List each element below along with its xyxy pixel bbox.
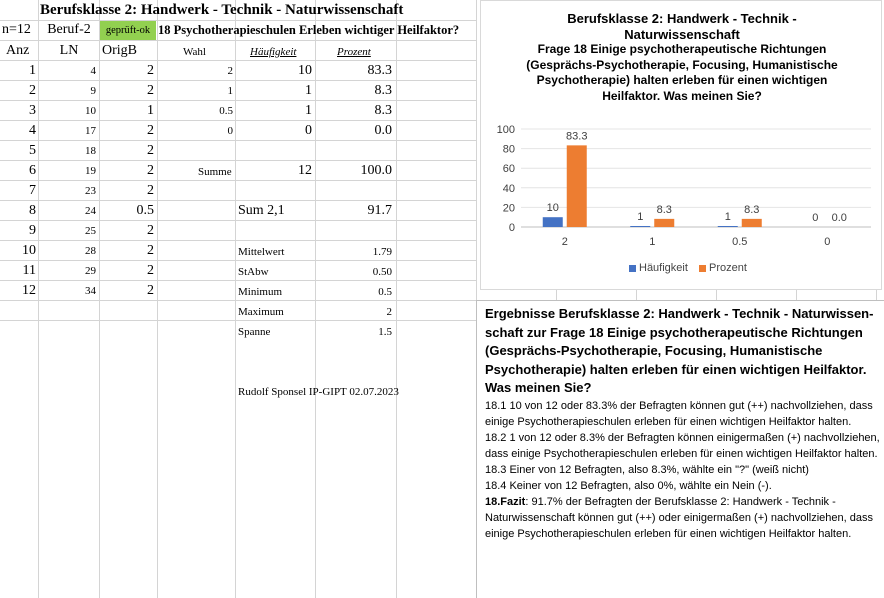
status-badge: geprüft-ok [100,21,156,40]
data-label: 10 [546,202,559,215]
header-haeufigkeit[interactable]: Häufigkeit [250,46,297,58]
freq-haeufigkeit-cell[interactable]: 10 [298,63,312,78]
chart-title-line-5: Psychotherapie) halten erleben für einen wichtigen [536,73,828,87]
sum21-label[interactable]: Sum 2,1 [238,203,285,218]
bar-haeufigkeit[interactable] [630,226,650,227]
row-ln-cell[interactable]: 28 [85,245,96,257]
result-18-2: 18.2 1 von 12 oder 8.3% der Befragten können einigermaßen (+) nachvollziehen, dass einige Psychotherapieschulen erleben für einen wichtigen Heilfaktor halten. [485,431,880,460]
row-anz-cell[interactable]: 10 [22,243,36,258]
row-anz-cell[interactable]: 7 [29,183,36,198]
bar-haeufigkeit[interactable] [718,226,738,227]
row-ln-cell[interactable]: 17 [85,125,96,137]
stat-value-minimum[interactable]: 0.5 [378,286,392,298]
y-tick-label: 60 [502,163,515,176]
y-tick-label: 40 [502,182,515,195]
y-tick-label: 0 [508,222,515,234]
row-ln-cell[interactable]: 4 [90,65,96,77]
freq-prozent-cell[interactable]: 83.3 [367,63,392,78]
row-ln-cell[interactable]: 18 [85,145,96,157]
stat-label-minimum[interactable]: Minimum [238,286,283,298]
freq-wahl-cell[interactable]: 0 [227,125,233,137]
row-anz-cell[interactable]: 12 [22,283,36,298]
x-category-label: 1 [649,236,656,248]
row-anz-cell[interactable]: 1 [29,63,36,78]
stat-label-stabw[interactable]: StAbw [238,266,269,278]
summe-label[interactable]: Summe [198,166,232,178]
row-origb-cell[interactable]: 2 [147,183,154,198]
chart-title-line-2: Naturwissenschaft [624,26,740,42]
row-ln-cell[interactable]: 24 [85,205,96,217]
header-prozent[interactable]: Prozent [337,46,371,58]
data-label: 83.3 [566,130,588,143]
fazit-label: 18.Fazit [485,496,526,509]
chart-title-line-6: Heilfaktor. Was meinen Sie? [602,88,762,103]
row-ln-cell[interactable]: 9 [90,85,96,97]
x-category-label: 2 [561,236,568,248]
row-anz-cell[interactable]: 6 [29,163,36,178]
y-tick-label: 80 [502,143,515,156]
chart-title-line-1: Berufsklasse 2: Handwerk - Technik - [567,11,797,26]
data-label: 8.3 [744,203,760,216]
freq-haeufigkeit-cell[interactable]: 1 [305,83,312,98]
bar-haeufigkeit[interactable] [543,217,563,227]
y-tick-label: 100 [496,124,515,136]
freq-wahl-cell[interactable]: 0.5 [219,105,233,117]
row-origb-cell[interactable]: 2 [147,163,154,178]
row-origb-cell[interactable]: 2 [147,123,154,138]
row-ln-cell[interactable]: 25 [85,225,96,237]
summe-prozent[interactable]: 100.0 [360,163,392,178]
x-category-label: 0.5 [732,236,748,248]
row-origb-cell[interactable]: 1 [147,103,154,118]
legend-item-haeufigkeit [629,262,688,274]
row-anz-cell[interactable]: 2 [29,83,36,98]
legend-label-prozent: Prozent [709,262,747,274]
bar-prozent[interactable] [742,219,762,227]
stat-value-spanne[interactable]: 1.5 [378,326,392,338]
header-ln[interactable]: LN [59,43,79,58]
freq-haeufigkeit-cell[interactable]: 0 [305,123,312,138]
result-18-3: 18.3 Einer von 12 Befragten, also 8.3%, wählte ein "?" (weiß nicht) [485,463,809,476]
row-origb-cell[interactable]: 2 [147,143,154,158]
result-18-1: 18.1 10 von 12 oder 83.3% der Befragten können gut (++) nachvollziehen, dass einige Psychotherapieschulen erleben für einen wichtigen Heilfaktor halten. [485,399,873,428]
freq-prozent-cell[interactable]: 0.0 [374,123,392,138]
beruf-label: Beruf-2 [47,22,91,37]
row-origb-cell[interactable]: 2 [147,263,154,278]
legend-label-haeufigkeit: Häufigkeit [639,262,688,274]
data-label: 1 [637,211,644,223]
row-origb-cell[interactable]: 2 [147,243,154,258]
row-origb-cell[interactable]: 2 [147,283,154,298]
sheet-title: Berufsklasse 2: Handwerk - Technik - Naturwissenschaft [40,2,404,18]
freq-prozent-cell[interactable]: 8.3 [374,83,392,98]
data-label: 0.0 [831,212,847,224]
stat-value-maximum[interactable]: 2 [386,306,392,318]
row-ln-cell[interactable]: 19 [85,165,96,177]
row-ln-cell[interactable]: 23 [85,185,96,197]
row-anz-cell[interactable]: 9 [29,223,36,238]
data-label: 1 [724,211,731,223]
stat-label-mittelwert[interactable]: Mittelwert [238,246,285,258]
bar-prozent[interactable] [567,145,587,227]
header-origb[interactable]: OrigB [102,43,137,58]
data-label: 0 [812,212,819,224]
stat-value-mittelwert[interactable]: 1.79 [372,246,392,258]
x-category-label: 0 [824,236,831,248]
sum21-value[interactable]: 91.7 [367,203,392,218]
legend-swatch-prozent [699,265,706,272]
chart-title-line-4: (Gesprächs-Psychotherapie, Focusing, Humanistische [526,57,838,72]
freq-wahl-cell[interactable]: 2 [227,65,233,77]
summe-haeufigkeit[interactable]: 12 [298,163,312,178]
freq-prozent-cell[interactable]: 8.3 [374,103,392,118]
question-label: 18 Psychotherapieschulen Erleben wichtiger Heilfaktor? [158,23,460,37]
row-ln-cell[interactable]: 10 [85,105,96,117]
row-anz-cell[interactable]: 5 [29,143,36,158]
results-heading: Ergebnisse Berufsklasse 2: Handwerk - Technik - Naturwissen-schaft zur Frage 18 Einige psychotherapeutische Richtungen (Gesprächs-Psychotherapie, Focusing, Humanistische Psychotherapie) halten erleben für einen wichtigen Heilfaktor. Was meinen Sie? [485,306,874,395]
fazit-text: : 91.7% der Befragten der Berufsklasse 2: Handwerk - Technik - Naturwissenschaft können gut (++) oder einigermaßen (+) nachvollziehen, dass einige Psychotherapieschulen erleben für einen wichtigen Heilfaktor halten. [485,496,873,541]
stat-label-maximum[interactable]: Maximum [238,306,284,318]
legend-swatch-haeufigkeit [629,265,636,272]
y-tick-label: 20 [502,202,515,215]
row-ln-cell[interactable]: 29 [85,265,96,277]
legend-item-prozent [699,262,747,274]
freq-haeufigkeit-cell[interactable]: 1 [305,103,312,118]
data-label: 8.3 [656,203,672,216]
row-anz-cell[interactable]: 3 [29,103,36,118]
result-fazit [485,494,884,542]
row-anz-cell[interactable]: 8 [29,203,36,218]
results-textbox[interactable] [476,300,884,598]
row-origb-cell[interactable]: 2 [147,83,154,98]
header-anz[interactable]: Anz [6,43,30,58]
signature: Rudolf Sponsel IP-GIPT 02.07.2023 [238,386,399,398]
row-anz-cell[interactable]: 4 [29,123,36,138]
bar-chart[interactable] [480,0,882,290]
stat-label-spanne[interactable]: Spanne [238,326,271,338]
chart-title-line-3: Frage 18 Einige psychotherapeutische Richtungen [537,42,827,56]
row-origb-cell[interactable]: 2 [147,223,154,238]
bar-prozent[interactable] [654,219,674,227]
n-label: n=12 [2,22,31,37]
header-wahl[interactable]: Wahl [183,46,206,58]
row-ln-cell[interactable]: 34 [85,285,96,297]
row-origb-cell[interactable]: 2 [147,63,154,78]
result-18-4: 18.4 Keiner von 12 Befragten, also 0%, wählte ein Nein (-). [485,479,772,492]
row-anz-cell[interactable]: 11 [22,263,36,278]
chart-plot [481,1,881,291]
row-origb-cell[interactable]: 0.5 [136,203,154,218]
stat-value-stabw[interactable]: 0.50 [372,266,392,278]
freq-wahl-cell[interactable]: 1 [227,85,233,97]
